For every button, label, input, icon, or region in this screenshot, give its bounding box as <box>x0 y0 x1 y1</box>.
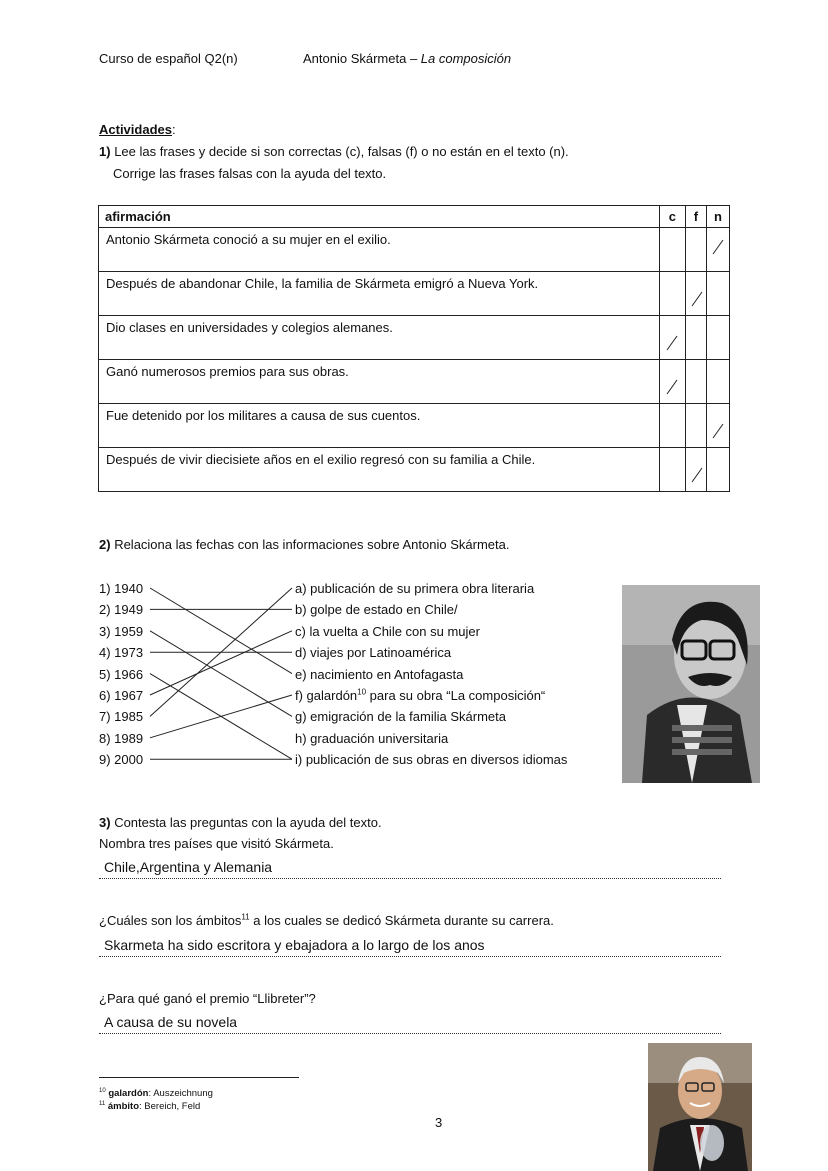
date-item: 9) 2000 <box>99 752 144 768</box>
header-course: Curso de español Q2(n) <box>99 51 238 66</box>
date-item: 7) 1985 <box>99 709 144 725</box>
footnote-10-num: 10 <box>99 1087 106 1094</box>
dates-column <box>99 578 143 771</box>
match-line <box>150 631 292 717</box>
date-item: 8) 1989 <box>99 730 144 746</box>
author-award-photo <box>648 1043 752 1171</box>
page-number: 3 <box>435 1115 443 1130</box>
answer-1: Chile,Argentina y Alemania <box>104 859 273 875</box>
date-item: 4) 1973 <box>99 645 144 661</box>
footnote-11-term: ámbito <box>107 1101 140 1112</box>
exercise-2-number: 2) <box>99 537 111 552</box>
info-item-text: h) graduación universitaria <box>295 730 449 746</box>
info-footnote-ref: 10 <box>357 687 367 697</box>
info-item <box>295 685 567 706</box>
author-portrait-photo <box>622 585 760 783</box>
footnote-11-num: 11 <box>99 1100 106 1107</box>
date-item: 1) 1940 <box>99 581 144 596</box>
answer-cell-n[interactable] <box>706 272 729 316</box>
match-line <box>150 674 292 760</box>
match-line <box>150 588 292 716</box>
footnote-10 <box>99 1087 213 1100</box>
info-item-text: i) publicación de sus obras en diversos idiomas <box>295 752 568 768</box>
date-item: 2) 1949 <box>99 602 144 618</box>
answer-cell-f[interactable] <box>685 272 706 316</box>
answer-cell-f[interactable] <box>685 404 706 448</box>
activities-heading <box>99 122 176 137</box>
answer-cell-f[interactable] <box>685 228 706 272</box>
table-row <box>99 316 730 360</box>
header-n: n <box>706 206 729 228</box>
question-1: Nombra tres países que visitó Skármeta. <box>99 836 334 851</box>
table-row <box>99 448 730 492</box>
footnote-11-def: : Bereich, Feld <box>139 1101 201 1112</box>
footnote-10-def: : Auszeichnung <box>148 1088 213 1099</box>
check-mark-icon <box>665 334 679 352</box>
answer-cell-c[interactable] <box>659 316 685 360</box>
check-mark-icon <box>690 466 704 484</box>
exercise-3-instruction <box>99 815 382 830</box>
check-mark-icon <box>690 290 704 308</box>
answer-cell-f[interactable] <box>685 316 706 360</box>
date-item: 5) 1966 <box>99 666 144 682</box>
match-line <box>150 588 292 674</box>
answer-cell-f[interactable] <box>685 448 706 492</box>
info-item-text-rest: para su obra “La composición“ <box>366 688 546 704</box>
table-row <box>99 360 730 404</box>
exercise-3-instruction-text: Contesta las preguntas con la ayuda del texto. <box>114 815 382 830</box>
answer-cell-c[interactable] <box>659 404 685 448</box>
table-row <box>99 272 730 316</box>
statement-text: Después de vivir diecisiete años en el exilio regresó con su familia a Chile. <box>99 448 660 492</box>
exercise-3-number: 3) <box>99 815 111 830</box>
check-mark-icon <box>711 238 725 256</box>
info-item <box>295 578 567 599</box>
header-work-title: La composición <box>420 51 512 66</box>
header-c: c <box>659 206 685 228</box>
date-item: 6) 1967 <box>99 688 144 704</box>
question-2-pre: ¿Cuáles son los ámbitos <box>99 913 242 928</box>
date-item: 3) 1959 <box>99 623 144 639</box>
info-item <box>295 664 567 685</box>
statement-text: Ganó numerosos premios para sus obras. <box>99 360 660 404</box>
header-title <box>303 51 511 66</box>
info-item <box>295 642 567 663</box>
footnote-rule <box>99 1077 299 1078</box>
exercise-1-instruction-text: Lee las frases y decide si son correctas (c), falsas (f) o no están en el texto (n). <box>114 144 569 159</box>
answer-cell-f[interactable] <box>685 360 706 404</box>
info-item <box>295 599 567 620</box>
footnote-11 <box>99 1100 200 1113</box>
answer-cell-n[interactable] <box>706 404 729 448</box>
answer-cell-c[interactable] <box>659 228 685 272</box>
info-item-text: g) emigración de la familia Skármeta <box>295 709 506 725</box>
answer-cell-c[interactable] <box>659 448 685 492</box>
question-2-footnote-ref: 11 <box>241 912 250 922</box>
answer-cell-n[interactable] <box>706 360 729 404</box>
info-item-text: b) golpe de estado en Chile/ <box>295 602 458 618</box>
statement-text: Antonio Skármeta conoció a su mujer en el exilio. <box>99 228 660 272</box>
info-item-text: a) publicación de su primera obra literaria <box>295 581 535 596</box>
answer-cell-c[interactable] <box>659 272 685 316</box>
answer-cell-n[interactable] <box>706 448 729 492</box>
answer-3: A causa de su novela <box>104 1014 238 1030</box>
exercise-1-instruction <box>99 144 569 159</box>
info-item <box>295 728 567 749</box>
answer-2: Skarmeta ha sido escritora y ebajadora a lo largo de los anos <box>104 937 485 953</box>
info-item-text: f) galardón <box>295 688 358 704</box>
table-row <box>99 228 730 272</box>
header-f: f <box>685 206 706 228</box>
exercise-2-instruction-text: Relaciona las fechas con las informaciones sobre Antonio Skármeta. <box>114 537 510 552</box>
true-false-table <box>98 205 730 492</box>
statement-text: Dio clases en universidades y colegios alemanes. <box>99 316 660 360</box>
statement-text: Fue detenido por los militares a causa de sus cuentos. <box>99 404 660 448</box>
table-header-row <box>99 206 730 228</box>
table-row <box>99 404 730 448</box>
check-mark-icon <box>665 378 679 396</box>
info-item-text: e) nacimiento en Antofagasta <box>295 666 464 682</box>
header-author: Antonio Skármeta – <box>303 51 421 66</box>
exercise-1-number: 1) <box>99 144 111 159</box>
header-afirmacion: afirmación <box>99 206 660 228</box>
info-item <box>295 706 567 727</box>
answer-cell-n[interactable] <box>706 228 729 272</box>
answer-cell-c[interactable] <box>659 360 685 404</box>
question-2 <box>99 913 554 928</box>
match-line <box>150 631 292 695</box>
question-2-post: a los cuales se dedicó Skármeta durante su carrera. <box>249 913 554 928</box>
activities-heading-text: Actividades <box>99 122 172 137</box>
statement-text: Después de abandonar Chile, la familia de Skármeta emigró a Nueva York. <box>99 272 660 316</box>
answer-cell-n[interactable] <box>706 316 729 360</box>
exercise-2-instruction <box>99 537 509 552</box>
info-item-text: d) viajes por Latinoamérica <box>295 645 452 661</box>
exercise-1-instruction-2: Corrige las frases falsas con la ayuda del texto. <box>113 166 387 181</box>
info-item <box>295 621 567 642</box>
check-mark-icon <box>711 422 725 440</box>
footnote-10-term: galardón <box>108 1088 149 1099</box>
activities-heading-colon: : <box>171 122 176 137</box>
infos-column <box>295 578 567 771</box>
match-line <box>150 695 292 738</box>
info-item <box>295 749 567 770</box>
question-3: ¿Para qué ganó el premio “Llibreter”? <box>99 991 316 1006</box>
info-item-text: c) la vuelta a Chile con su mujer <box>295 623 480 639</box>
